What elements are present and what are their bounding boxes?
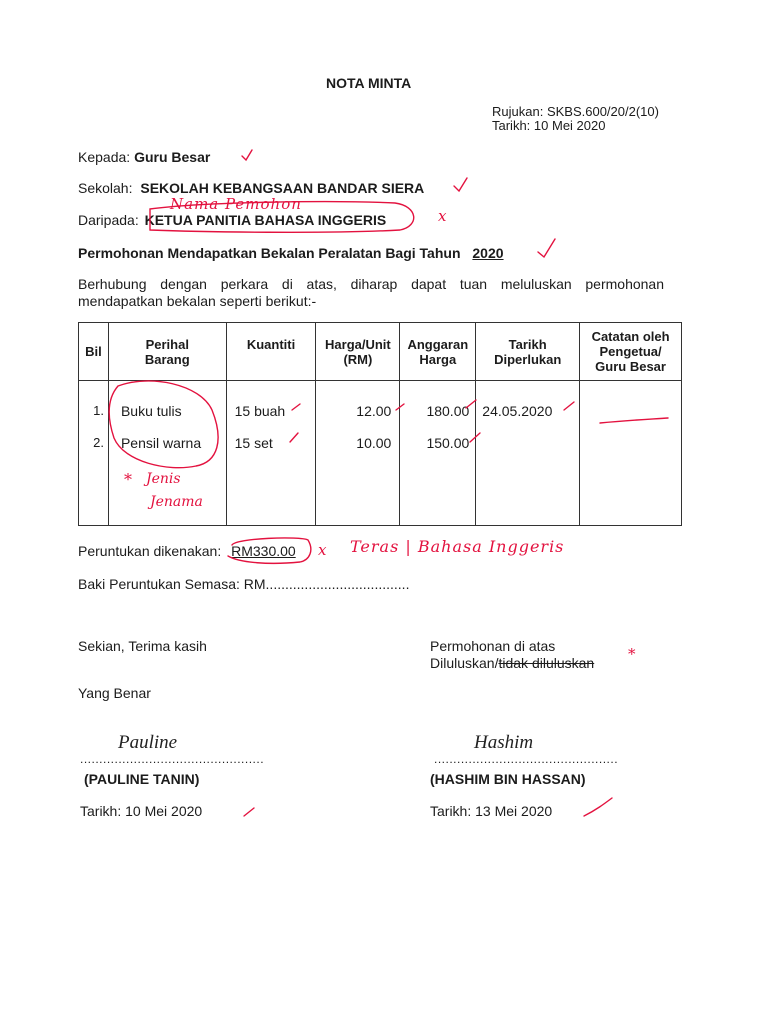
approver-dots: ................................................ [434,752,619,766]
header-perihal: Perihal Barang [108,323,226,381]
tick-icon [538,239,555,257]
to-label: Kepada: [78,149,131,165]
row-1-qty: 15 buah [234,403,286,419]
subject-text: Permohonan Mendapatkan Bekalan Peralatan Bagi Tahun [78,245,461,261]
from-value: KETUA PANITIA BAHASA INGGERIS [144,212,387,228]
tick-icon [244,808,254,816]
reference-value: SKBS.600/20/2(10) [546,104,659,119]
header-harga-unit: Harga/Unit (RM) [316,323,400,381]
header-tarikh: Tarikh Diperlukan [476,323,580,381]
reference-label: Rujukan: [492,104,544,119]
row-1-unit-price: 12.00 [356,403,392,419]
subject-year: 2020 [472,245,504,261]
header-date-line [492,118,605,133]
annotation-jenama: Jenama [150,494,203,510]
table-header-row [79,323,682,381]
row-2-remark [580,413,681,445]
annotation-asterisk: * [124,470,132,489]
allocation-label: Peruntukan dikenakan: [78,543,222,559]
cell-estimate [400,381,476,526]
approver-signature: Hashim [474,732,534,753]
row-2-item: Pensil warna [120,435,202,451]
requester-date: Tarikh: 10 Mei 2020 [80,803,203,819]
tick-icon [454,178,467,191]
allocation-line [78,543,296,559]
intro-line-2: mendapatkan bekalan seperti berikut:- [78,293,317,309]
approval-line-1: Permohonan di atas [430,638,556,654]
reference-line [492,104,659,119]
to-value: Guru Besar [134,149,211,165]
row-2-date-needed [482,427,579,459]
from-label: Daripada: [78,212,139,228]
header-date-label: Tarikh: [492,118,531,133]
annotation-asterisk-approval: * [628,645,636,663]
row-1-bil: 1. [93,403,104,418]
balance-value: RM..................................... [243,576,410,592]
header-catatan: Catatan oleh Pengetua/ Guru Besar [580,323,682,381]
row-1-date-needed: 24.05.2020 [482,403,553,419]
closing-thanks: Sekian, Terima kasih [78,638,207,654]
approval-not-approved: tidak diluluskan [498,655,595,671]
school-label: Sekolah: [78,180,133,196]
annotation-jenis: Jenis [146,471,181,487]
school-line [78,180,424,196]
cell-remark [580,381,682,526]
annotation-nama-pemohon: Nama Pemohon [170,195,302,213]
requester-signature: Pauline [118,732,178,753]
annotation-x-allocation: x [318,541,327,559]
annotation-x-daripada: x [438,207,447,225]
allocation-value: RM330.00 [231,543,296,559]
intro-line-1: Berhubung dengan perkara di atas, diharap dapat tuan meluluskan permohonan [78,276,664,292]
cell-bil [79,381,109,526]
header-kuantiti: Kuantiti [226,323,316,381]
row-2-qty: 15 set [234,435,273,451]
row-1-estimate: 180.00 [426,403,470,419]
from-line [78,212,386,228]
annotation-teras: Teras | Bahasa Inggeris [350,537,565,556]
approver-name: (HASHIM BIN HASSAN) [430,771,586,787]
cell-qty [226,381,316,526]
header-date-value: 10 Mei 2020 [533,118,606,133]
to-line [78,149,210,165]
cell-date-needed [476,381,580,526]
document-title: NOTA MINTA [326,75,412,91]
approver-date: Tarikh: 13 Mei 2020 [430,803,553,819]
requester-name: (PAULINE TANIN) [84,771,200,787]
header-bil: Bil [79,323,109,381]
balance-label: Baki Peruntukan Semasa: [78,576,240,592]
balance-line [78,576,409,592]
approval-approved: Diluluskan/ [430,655,499,671]
row-1-item: Buku tulis [120,403,182,419]
tick-icon [584,798,612,816]
row-2-estimate: 150.00 [426,435,470,451]
tick-icon [242,150,252,160]
closing-regards: Yang Benar [78,685,151,701]
school-value: SEKOLAH KEBANGSAAN BANDAR SIERA [140,180,425,196]
approval-line-2 [430,655,594,671]
row-1-remark [580,381,681,413]
subject-line [78,245,504,261]
row-2-unit-price: 10.00 [356,435,392,451]
requester-dots: ................................................ [80,752,265,766]
header-anggaran: Anggaran Harga [400,323,476,381]
row-2-bil: 2. [93,435,104,450]
cell-unit-price [316,381,400,526]
